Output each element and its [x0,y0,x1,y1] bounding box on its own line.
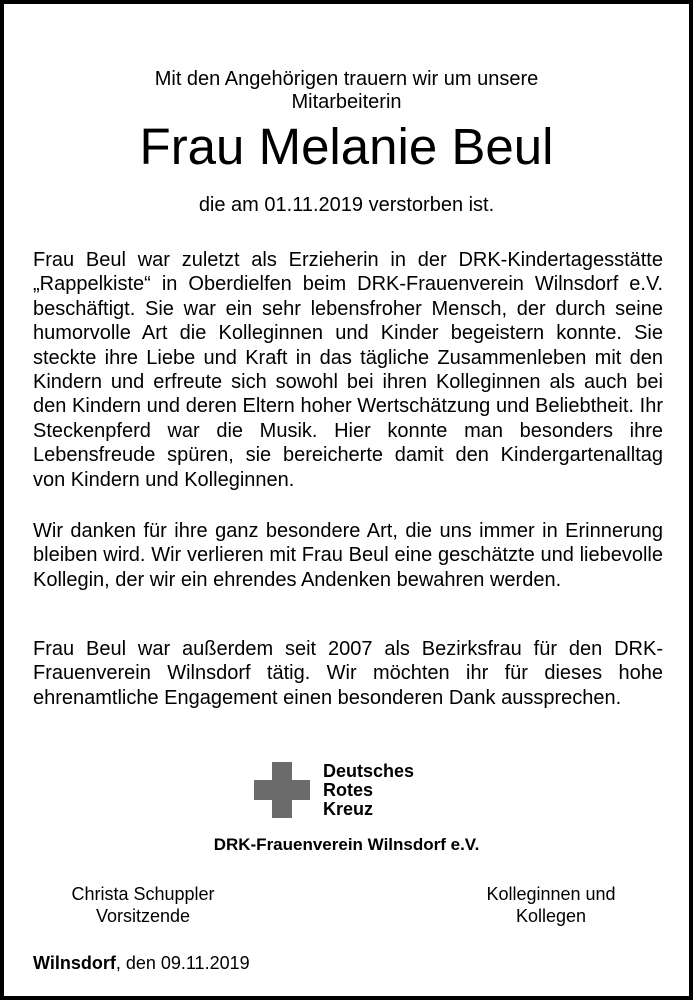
paragraph-volunteer: Frau Beul war außerdem seit 2007 als Bezirksfrau für den DRK-Frauenverein Wilnsdorf tätig. Wir möchten ihr für dieses hohe ehrenamtliche Engagement einen besonderen Dank aussprechen. [33,638,663,709]
signature-chair-role: Vorsitzende [95,906,191,926]
signature-chair-name: Christa Schuppler [71,884,215,904]
signature-chair [48,883,238,927]
signature-colleagues-line-1: Kolleginnen und [486,884,616,904]
death-date-line: die am 01.11.2019 verstorben ist. [198,194,495,216]
intro-text [4,68,689,114]
logo-wordmark [323,762,414,819]
signature-colleagues [456,883,646,927]
place-name: Wilnsdorf [33,953,116,973]
deceased-name: Frau Melanie Beul [139,118,554,175]
notice-date: , den 09.11.2019 [115,953,250,973]
drk-logo [254,762,444,824]
place-and-date [33,952,250,974]
paragraph-thanks: Wir danken für ihre ganz besondere Art, die uns immer in Erinnerung bleiben wird. Wir verlieren mit Frau Beul eine geschätzte und liebevolle Kollegin, der wir ein ehrendes Andenken bewahren werden. [33,520,663,591]
signature-colleagues-line-2: Kollegen [515,906,587,926]
intro-line-1: Mit den Angehörigen trauern wir um unsere [154,68,539,90]
organization-name: DRK-Frauenverein Wilnsdorf e.V. [213,835,480,854]
logo-line-3: Kreuz [323,799,374,819]
logo-line-2: Rotes [323,780,374,800]
intro-line-2: Mitarbeiterin [291,91,402,113]
logo-line-1: Deutsches [323,761,415,781]
paragraph-career: Frau Beul war zuletzt als Erzieherin in der DRK-Kindertagesstätte „Rappelkiste“ in Oberdielfen beim DRK-Frauenverein Wilnsdorf e.V. beschäftigt. Sie war ein sehr lebensfroher Mensch, der durch seine humorvolle Art die Kolleginnen und Kinder begeistern konnte. Sie steckte ihre Liebe und Kraft in das tägliche Zusammenleben mit den Kindern und erfreute sich sowohl bei ihren Kolleginnen als auch bei den Kindern und deren Eltern hoher Wertschätzung und Beliebtheit. Ihr Steckenpferd war die Musik. Hier konnte man besonders ihre Lebensfreude spüren, sie bereicherte damit den Kindergartenalltag von Kindern und Kolleginnen. [33,249,663,491]
red-cross-icon [254,762,310,818]
